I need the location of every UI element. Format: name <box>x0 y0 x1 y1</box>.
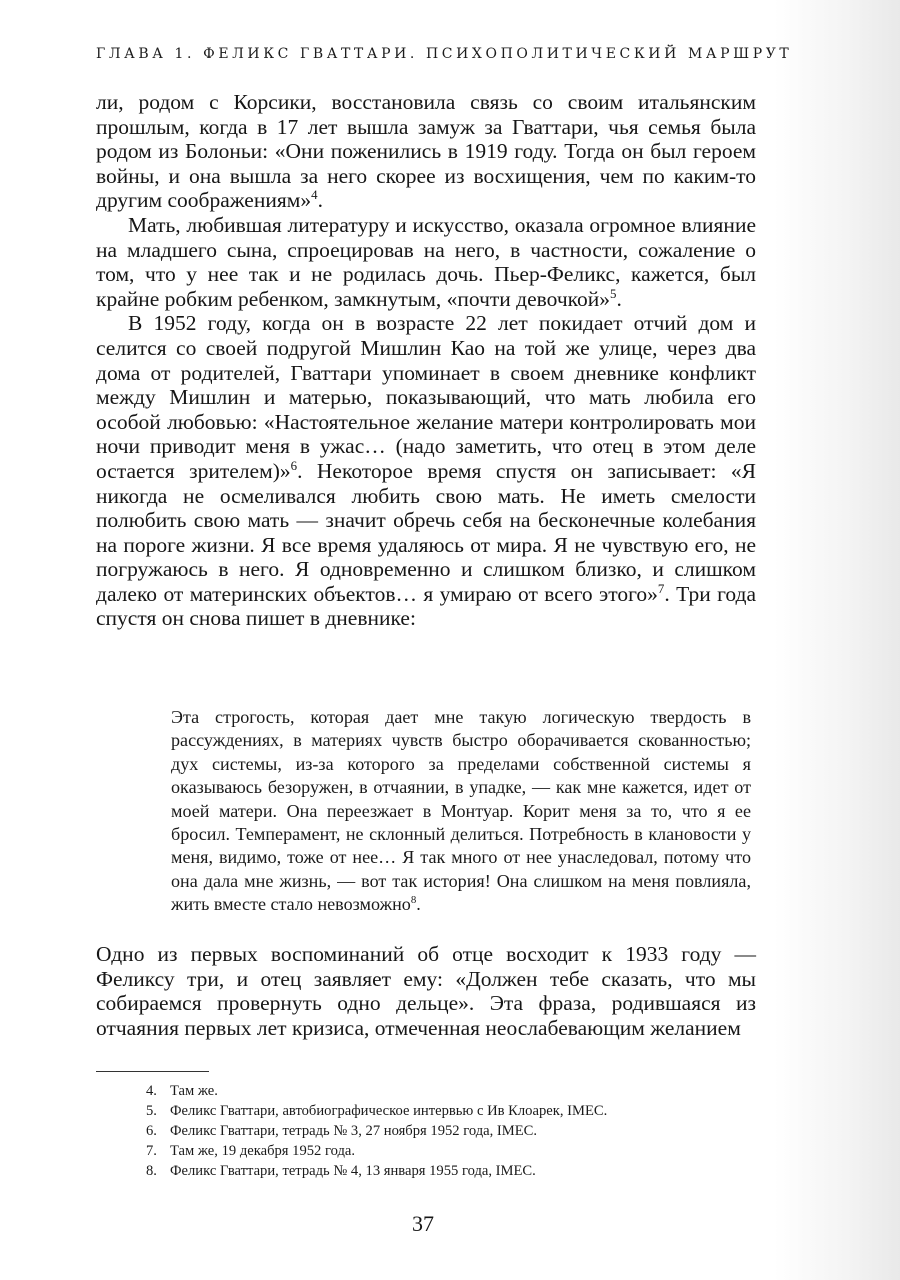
quote-paragraph <box>171 706 751 917</box>
footnote-ref-7[interactable]: 7 <box>657 581 665 596</box>
footnote-text: Там же. <box>170 1083 218 1099</box>
paragraph-3 <box>96 311 756 631</box>
paragraph-3-text-b: . Некоторое время спустя он записывает: «Я никогда не осмеливался любить свою мать. Не иметь смелости полюбить свою мать — значит обречь себя на бесконечные колебания на пороге жизни. Я все время удаляюсь от мира. Я не чувствую его, не погружаюсь в него. Я одновременно и слишком близко, и слишком далеко от материнских объектов… я умираю от всего этого» <box>96 458 756 606</box>
paragraph-1-text: ли, родом с Корсики, восстановила связь со своим итальянским прошлым, когда в 17 лет вышла замуж за Гваттари, чья семья была родом из Болоньи: «Они поженились в 1919 году. Тогда он был героем войны, и она вышла за него скорее из восхищения, чем по каким-то другим соображениям» <box>96 90 756 213</box>
footnotes <box>146 1082 766 1182</box>
footnote-number: 8. <box>146 1162 157 1179</box>
footnote-number: 5. <box>146 1102 157 1119</box>
footnote-ref-5[interactable]: 5 <box>610 286 617 301</box>
paragraph-4: Одно из первых воспоминаний об отце восходит к 1933 году — Феликсу три, и отец заявляет ему: «Должен тебе сказать, что мы собираемся провернуть одно дельце». Эта фраза, родившаяся из отчаяния первых лет кризиса, отмеченная неослабевающим желанием <box>96 942 756 1040</box>
footnote-ref-4[interactable]: 4 <box>311 188 318 203</box>
footnote-text: Там же, 19 декабря 1952 года. <box>170 1142 356 1159</box>
running-head: ГЛАВА 1. ФЕЛИКС ГВАТТАРИ. ПСИХОПОЛИТИЧЕСКИЙ МАРШРУТ <box>96 46 793 62</box>
paragraph-3-text-c: . Три года спустя он снова пишет в дневнике: <box>96 581 756 631</box>
footnote-6 <box>146 1122 766 1142</box>
main-text-upper <box>96 90 756 631</box>
paragraph-2-text: Мать, любившая литературу и искусство, оказала огромное влияние на младшего сына, спроецировав на него, в частности, сожаление о том, что у нее так и не родилась дочь. Пьер-Феликс, кажется, был крайне робким ребенком, замкнутым, «почти девочкой» <box>96 212 756 311</box>
footnote-5 <box>146 1102 766 1122</box>
footnote-separator <box>96 1071 209 1072</box>
page-number: 37 <box>412 1211 434 1236</box>
footnote-ref-6[interactable]: 6 <box>290 458 298 473</box>
footnote-4 <box>146 1082 766 1102</box>
paragraph-2 <box>96 213 756 311</box>
footnote-7 <box>146 1142 766 1162</box>
paragraph-1-end: . <box>317 188 323 213</box>
block-quote <box>171 706 751 917</box>
footnote-ref-8[interactable]: 8 <box>410 894 417 907</box>
main-text-lower <box>96 942 756 1040</box>
paragraph-2-end: . <box>616 286 622 311</box>
quote-end: . <box>416 894 421 915</box>
footnote-text: Феликс Гваттари, тетрадь № 4, 13 января 1955 года, IMEC. <box>170 1162 536 1179</box>
footnote-8 <box>146 1162 766 1182</box>
footnote-text: Феликс Гваттари, автобиографическое интервью с Ив Клоарек, IMEC. <box>170 1102 608 1119</box>
paragraph-3-text-a: В 1952 году, когда он в возрасте 22 лет покидает отчий дом и селится со своей подругой Мишлин Као на той же улице, через два дома от родителей, Гваттари упоминает в своем дневнике конфликт между Мишлин и матерью, показывающий, что мать любила его особой любовью: «Настоятельное желание матери контролировать мои ночи приводит меня в ужас… (надо заметить, что отец в этом деле остается зрителем)» <box>96 311 756 483</box>
paragraph-1 <box>96 90 756 213</box>
footnote-number: 4. <box>146 1083 157 1099</box>
quote-text: Эта строгость, которая дает мне такую логическую твердость в рассуждениях, в материях чувств быстро оборачивается скованностью; дух системы, из-за которого за пределами собственной системы я оказываюсь безоружен, в отчаянии, в упадке, — как мне кажется, идет от моей матери. Она переезжает в Монтуар. Корит меня за то, что я ее бросил. Темперамент, не склонный делиться. Потребность в клановости у меня, видимо, тоже от нее… Я так много от нее унаследовал, потому что она дала мне жизнь, — вот так история! Она слишком на меня повлияла, жить вместе стало невозможно <box>171 707 751 915</box>
footnote-text: Феликс Гваттари, тетрадь № 3, 27 ноября 1952 года, IMEC. <box>170 1122 538 1139</box>
footnote-number: 6. <box>146 1122 157 1139</box>
footnote-number: 7. <box>146 1142 157 1159</box>
